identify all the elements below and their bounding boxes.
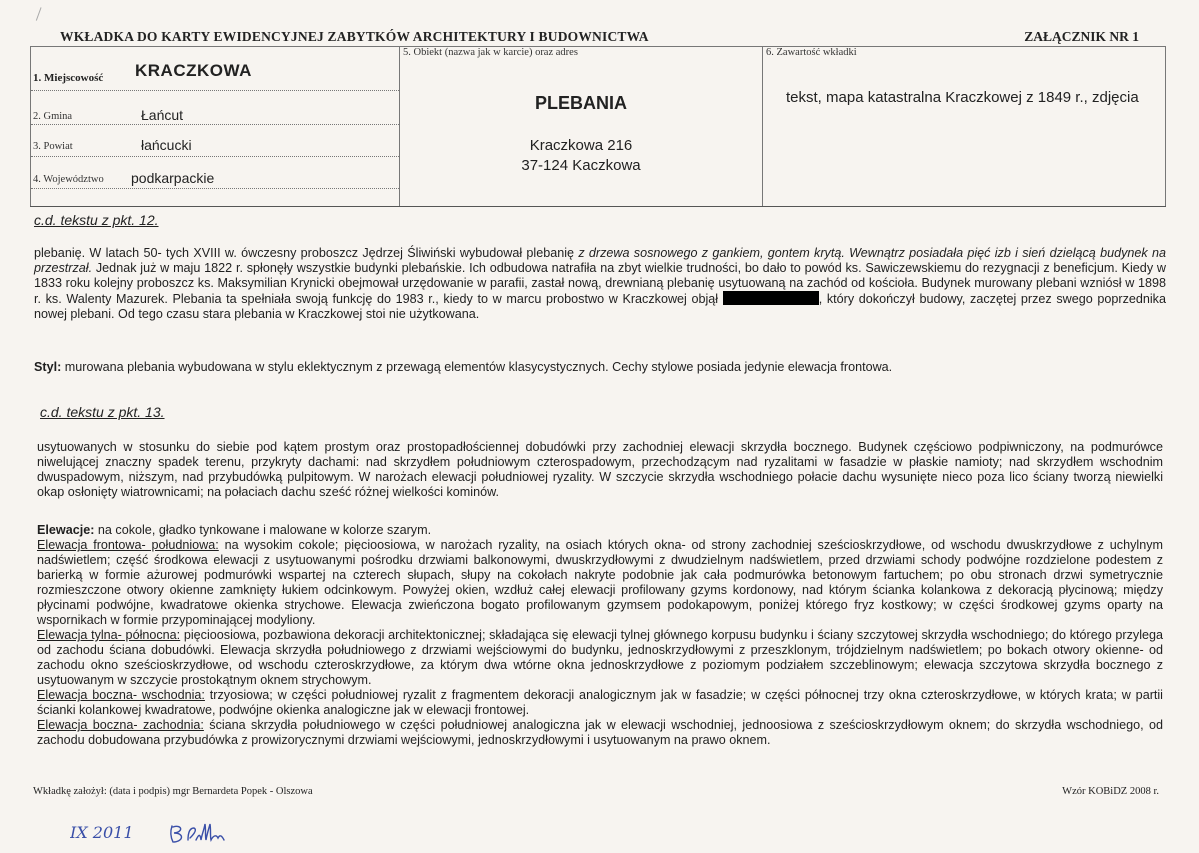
styl-text: murowana plebania wybudowana w stylu eklektycznym z przewagą elementów klasycystycznych. Cechy stylowe posiada jedynie elewacja frontowa. (61, 360, 893, 374)
elewacja-wschodnia-label: Elewacja boczna- wschodnia: (37, 688, 205, 702)
scan-mark (36, 7, 47, 23)
column-divider-2 (762, 46, 763, 206)
powiat-value: łańcucki (141, 137, 192, 153)
elewacje-block (37, 523, 1163, 748)
elewacja-wschodnia-text: trzyosiowa; w części południowej ryzalit z fragmentem dekoracji analogicznym jak w fasadzie; w części północnej trzy okna czteroskrzydłowe, w których krata; w partii ścianki kolankowej kwadratowe, podwójne okienka analogiczne jak w elewacji frontowej. (37, 688, 1163, 717)
elewacja-wschodnia (37, 688, 1163, 718)
powiat-label: 3. Powiat (33, 141, 73, 152)
zawartosc-value: tekst, mapa katastralna Kraczkowej z 1849 r., zdjęcia (786, 89, 1139, 106)
redaction-bar (723, 291, 819, 305)
handwritten-signature (70, 818, 270, 848)
handwritten-annotation (70, 818, 270, 853)
elewacja-frontowa (37, 538, 1163, 628)
section-12-paragraph (34, 246, 1166, 322)
elewacja-tylna-label: Elewacja tylna- północna: (37, 628, 181, 642)
elewacja-tylna-text: pięcioosiowa, pozbawiona dekoracji architektonicznej; składająca się elewacji tylnej głównego korpusu budynku i ściany szczytowej skrzydła wschodniego; do którego przylega od zachodu ściana dobudówki. Elewacja skrzydła południowego z drzwiami wejściowymi do budynku, jednoskrzydłowymi z przeszklonym, trójdzielnym nadświetlem; po bokach otwory okienne- od zachodu okno sześcioskrzydłowe, od wschodu czteroskrzydłowe, za którym dwa wtórne okna jednoskrzydłowe z poziomym podziałem szczeblinowym; elewacja szczytowa skrzydła bocznego z usytuowanym w szczycie prostokątnym oknem strychowym. (37, 628, 1164, 687)
attachment-label: ZAŁĄCZNIK NR 1 (1024, 29, 1139, 44)
miejscowosc-label: 1. Miejscowość (33, 72, 104, 84)
field-wojewodztwo (31, 156, 399, 189)
header-divider (30, 206, 1166, 207)
section-12-text-a: plebanię. W latach 50- tych XVIII w. ówczesny proboszcz Jędrzej Śliwiński wybudował plebanię (34, 246, 579, 260)
section-13-paragraph: usytuowanych w stosunku do siebie pod kątem prostym oraz prostopadłościennej dobudówki przy zachodniej elewacji skrzydła bocznego. Budynek częściowo podpiwniczony, na podmurówce niwelującej znaczny spadek terenu, przykryty dachami: nad skrzydłem południowym czterospadowym, przechodzącym nad ryzalitami w fasadzie w płaskie namioty; nad skrzydłem wschodnim dwuspadowym, niższym, nad przybudówką pulpitowym. W narożach elewacji południowej ryzality. W szczycie skrzydła wschodniego połacie dachu wysunięte nieco poza lico ściany tworzą niewielki okap osłonięty wiatrownicami; na połaciach dachu sześć różnej wielkości kominów. (37, 440, 1163, 499)
obiekt-label: 5. Obiekt (nazwa jak w karcie) oraz adres (403, 47, 578, 58)
obiekt-address-line-1: Kraczkowa 216 (529, 137, 633, 154)
elewacje-line (37, 523, 1163, 538)
section-12-quote: z drzewa sosnowego z gankiem, gontem krytą. Wewnątrz posiadała pięć izb i sień dzielącą budynek na przestrzał. (34, 246, 1166, 275)
miejscowosc-value: KRACZKOWA (135, 61, 252, 80)
footer-template: Wzór KOBiDZ 2008 r. (1062, 786, 1159, 797)
elewacje-text: na cokole, gładko tynkowane i malowane w kolorze szarym. (94, 523, 432, 537)
handwritten-date: IX 2011 (70, 823, 134, 842)
field-gmina (31, 90, 399, 125)
section-13-heading: c.d. tekstu z pkt. 13. (40, 404, 165, 420)
styl-paragraph (34, 360, 1166, 375)
form-title: WKŁADKA DO KARTY EWIDENCYJNEJ ZABYTKÓW ARCHITEKTURY I BUDOWNICTWA (60, 29, 649, 44)
obiekt-address (400, 136, 762, 176)
gmina-value: Łańcut (141, 107, 184, 123)
elewacja-zachodnia-label: Elewacja boczna- zachodnia: (37, 718, 204, 732)
elewacja-frontowa-text: na wysokim cokole; pięcioosiowa, w narożach ryzality, na osiach których okna- od strony zachodniej sześcioskrzydłowe, od wschodu dwuskrzydłowe z uchylnym nadświetlem; część środkowa elewacji z usytuowanymi pośrodku drzwiami balkonowymi, dwuskrzydłowymi z dwudzielnym nadświetlem, przed drzwiami schody podwójne rozdzielone podestem z barierką w formie ażurowej podmurówki wspartej na czterech słupach, słupy na cokołach nakryte podobnie jak cała podmurówka betonowym fartuchem; po obu stronach drzwi symetrycznie rozmieszczone otwory okienne zamknięty łukiem odcinkowym. Powyżej okien, wzdłuż całej elewacji profilowany gzyms kordonowy, nad którym ścianka kolankowa z dekoracją płycinową; między płycinami podwójne, kwadratowe okienka strychowe. Elewacja zwieńczona bogato profilowanym gzymsem podokapowym, poniżej którego fryz kostkowy; w części środkowej gzyms oparty na wspornikach w formie przypominającej modyliony. (37, 538, 1163, 627)
elewacje-label: Elewacje: (37, 523, 95, 537)
obiekt-name: PLEBANIA (534, 93, 627, 113)
elewacja-zachodnia (37, 718, 1163, 748)
elewacja-tylna (37, 628, 1163, 688)
elewacja-zachodnia-text: ściana skrzydła południowego w części południowej analogiczna jak w elewacji wschodniej, jednoosiowa z sześcioskrzydłowym oknem; do skrzydła wschodniego, od zachodu dobudowana przybudówka z prowizorycznymi drzwiami wejściowymi, jednoskrzydłowymi i usytuowanym na prawo oknem. (37, 718, 1163, 747)
elewacja-frontowa-label: Elewacja frontowa- południowa: (37, 538, 219, 552)
column-divider-1 (399, 46, 400, 206)
styl-label: Styl: (34, 360, 62, 374)
gmina-label: 2. Gmina (33, 111, 73, 122)
section-12-text-c: , który dokończył budowy, zaczętej przez swego poprzednika nowej plebani. Od tego czasu stara plebania w Kraczkowej stoi nie użytkowana. (34, 292, 1166, 321)
wojewodztwo-label: 4. Województwo (33, 174, 104, 185)
obiekt-address-line-2: 37-124 Kaczkowa (521, 157, 641, 174)
field-powiat (31, 124, 399, 157)
section-12-text-b: Jednak już w maju 1822 r. spłonęły wszystkie budynki plebańskie. Ich odbudowa natrafiła na zbyt wielkie trudności, bo dało to powód ks. Sawiczewskiemu do rezygnacji z beneficjum. Kiedy w 1833 roku kolejny proboszcz ks. Maksymilian Krynicki obejmował urzędowanie w parafii, zastał nową, drewnianą plebanię usytuowaną na zachód od kościoła. Budynek murowany plebani wzniósł w 1898 r. ks. Walenty Mazurek. Plebania ta spełniała swoją funkcję do 1983 r., kiedy to w marcu probostwo w Kraczkowej objął (34, 261, 1166, 306)
wojewodztwo-value: podkarpackie (131, 170, 215, 186)
field-miejscowosc (31, 63, 399, 91)
footer-author: Wkładkę założył: (data i podpis) mgr Bernardeta Popek - Olszowa (33, 786, 313, 797)
section-12-heading: c.d. tekstu z pkt. 12. (34, 212, 159, 228)
zawartosc-label: 6. Zawartość wkładki (766, 47, 857, 58)
